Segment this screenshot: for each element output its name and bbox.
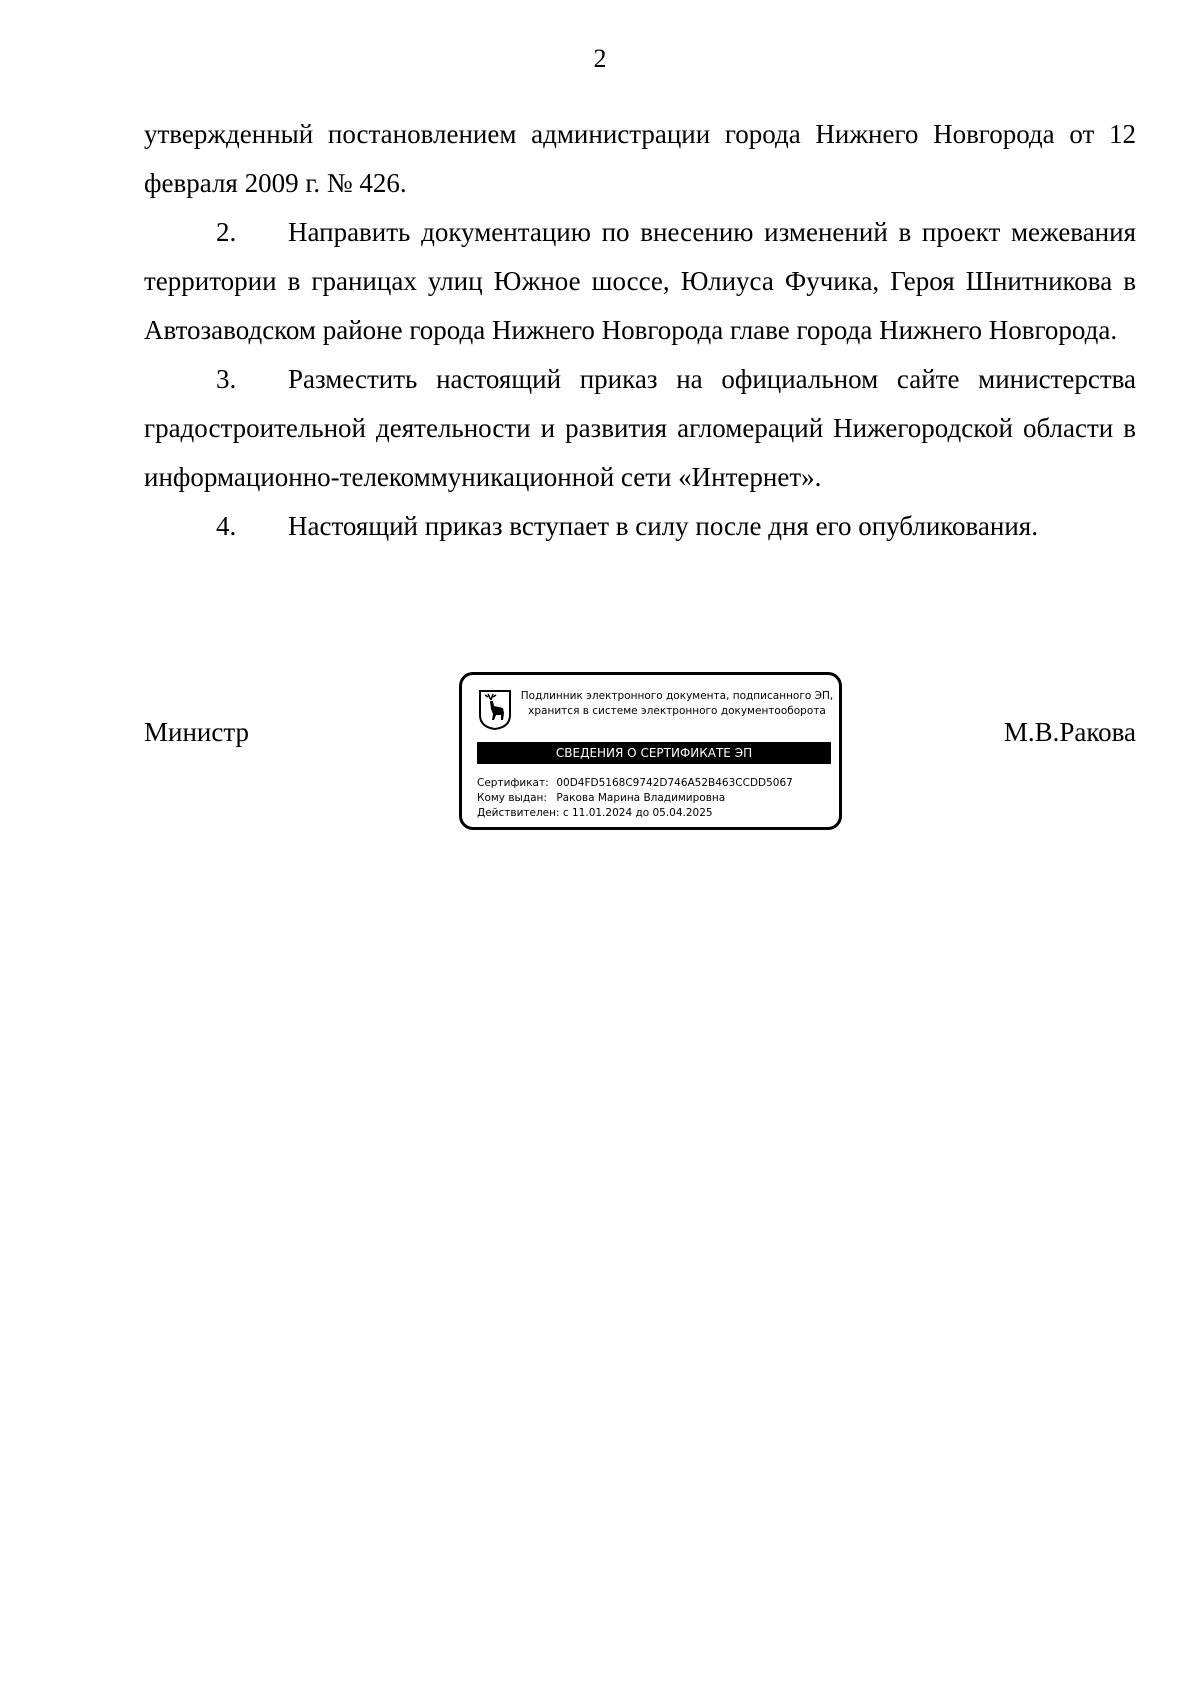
certificate-row [477, 806, 837, 821]
certificate-row-label: Действителен: [477, 807, 560, 819]
signer-name: М.В.Ракова [1003, 717, 1136, 747]
certificate-row-value: Ракова Марина Владимировна [556, 792, 726, 804]
paragraph-number: 3. [216, 364, 237, 394]
certificate-row-label: Кому выдан: [477, 792, 547, 804]
paragraph-4 [144, 502, 1136, 551]
paragraph-text: Настоящий приказ вступает в силу после дня его опубликования. [288, 511, 1038, 541]
certificate-row-value: 00D4FD5168C9742D746A52B463CCDD5067 [556, 777, 793, 789]
paragraph-number: 2. [216, 217, 237, 247]
paragraph-number: 4. [216, 511, 237, 541]
certificate-details [477, 776, 837, 821]
page-number: 2 [593, 44, 607, 73]
paragraph-3 [144, 355, 1136, 502]
paragraph-text: утвержденный постановлением администрации города Нижнего Новгорода от 12 февраля 2009 г. № 426. [144, 119, 1136, 198]
paragraph-text: Разместить настоящий приказ на официальном сайте министерства градостроительной деятельности и развития агломераций Нижегородской области в информационно-телекоммуникационной сети «Интернет». [144, 364, 1136, 492]
paragraph-2 [144, 208, 1136, 355]
certificate-banner: СВЕДЕНИЯ О СЕРТИФИКАТЕ ЭП [477, 742, 831, 764]
signer-title: Министр [144, 717, 249, 747]
certificate-row-label: Сертификат: [477, 777, 549, 789]
deer-coat-of-arms-icon [478, 689, 512, 731]
stamp-header-line: Подлинник электронного документа, подписанного ЭП, [520, 690, 834, 702]
stamp-header [516, 689, 838, 719]
certificate-row [477, 791, 837, 806]
electronic-signature-stamp [459, 672, 842, 830]
certificate-row-value: с 11.01.2024 до 05.04.2025 [562, 807, 713, 819]
certificate-row [477, 776, 837, 791]
document-body [144, 110, 1136, 551]
paragraph-continuation [144, 110, 1136, 208]
paragraph-text: Направить документацию по внесению изменений в проект межевания территории в границах улиц Южное шоссе, Юлиуса Фучика, Героя Шнитникова в Автозаводском районе города Нижнего Новгорода главе города Нижнего Новгорода. [144, 217, 1136, 345]
stamp-header-line: хранится в системе электронного документооборота [528, 705, 826, 717]
